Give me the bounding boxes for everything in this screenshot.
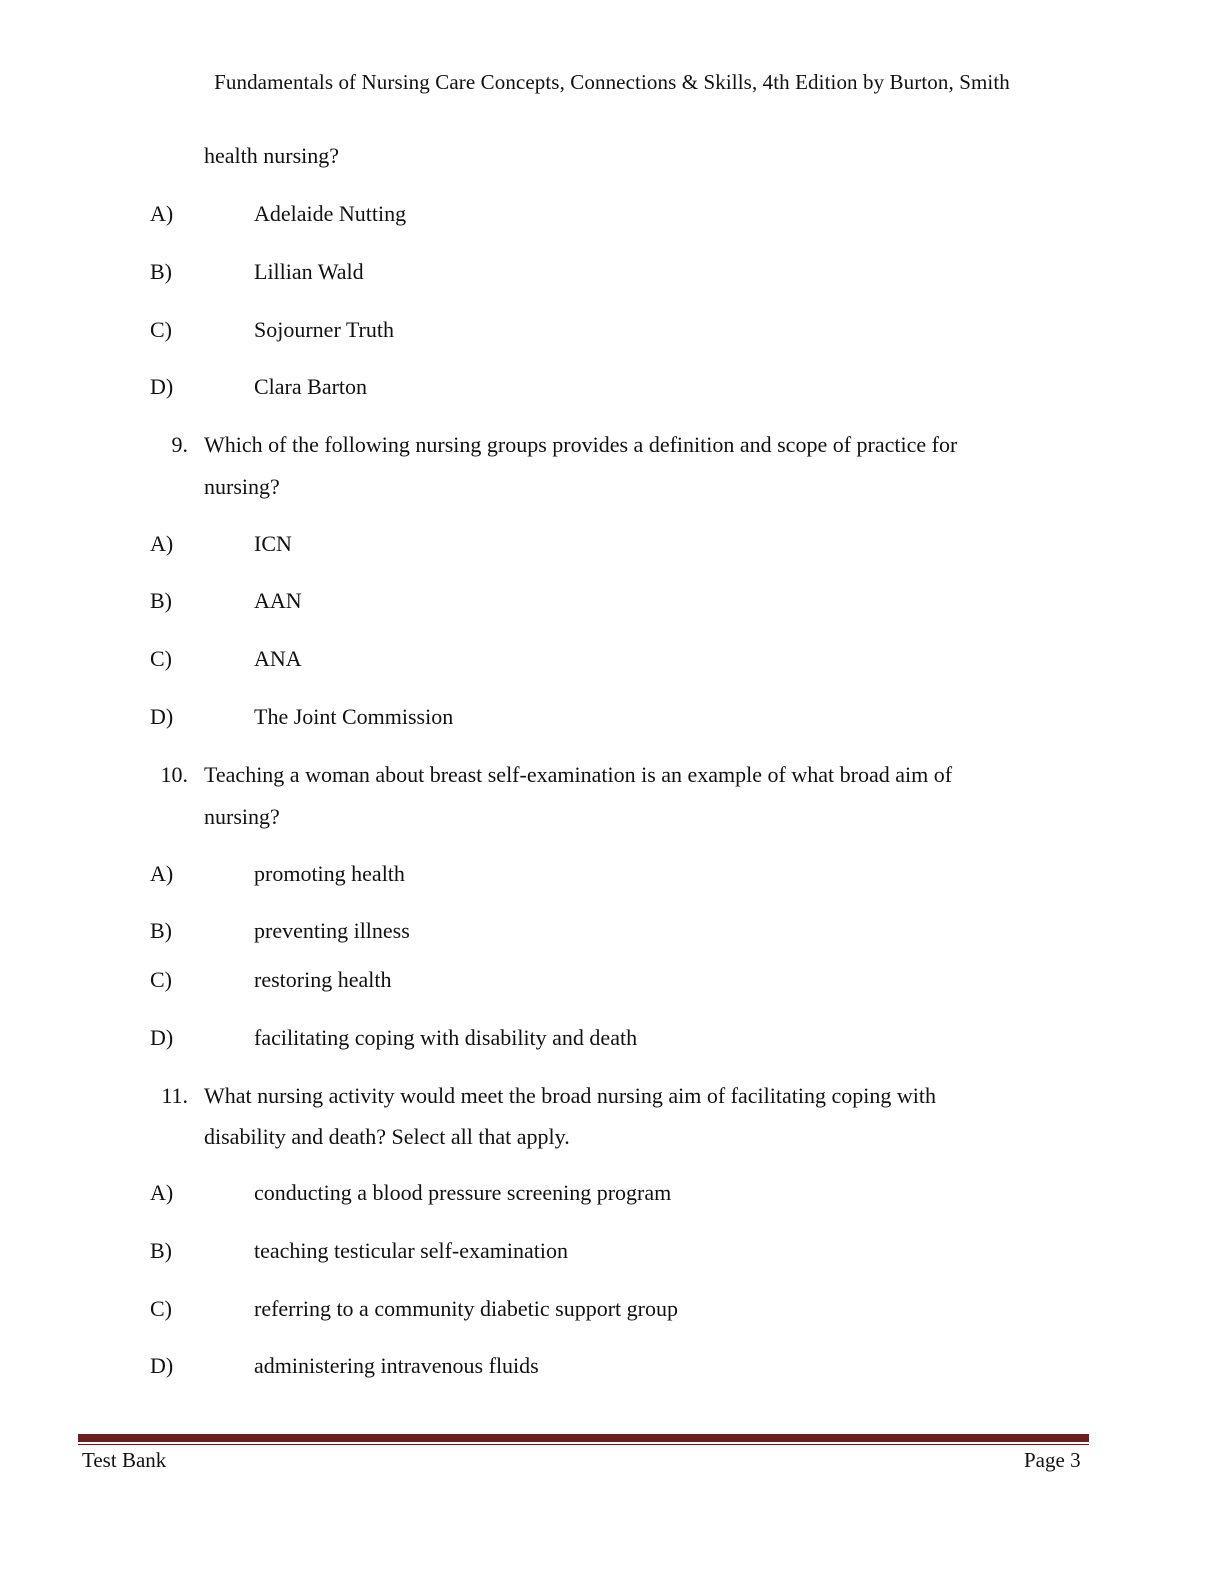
option-text: referring to a community diabetic support group	[254, 1296, 678, 1321]
option-text: conducting a blood pressure screening program	[254, 1180, 672, 1205]
option-text: AAN	[254, 588, 302, 613]
question-text: nursing?	[204, 474, 280, 499]
question-text: disability and death? Select all that apply.	[204, 1124, 570, 1149]
option-letter: D)	[150, 374, 174, 399]
option-letter: C)	[150, 967, 172, 992]
option-text: promoting health	[254, 861, 405, 886]
option-text: ICN	[254, 531, 292, 556]
option-letter: C)	[150, 317, 172, 342]
option-letter: B)	[150, 588, 172, 613]
option-letter: C)	[150, 646, 172, 671]
footer-divider	[78, 1434, 1089, 1442]
page-header: Fundamentals of Nursing Care Concepts, Connections & Skills, 4th Edition by Burton, Smith	[214, 70, 1010, 94]
option-text: Adelaide Nutting	[254, 201, 407, 226]
page-number: Page 3	[1024, 1448, 1081, 1472]
question-text: Teaching a woman about breast self-examination is an example of what broad aim of	[204, 762, 953, 787]
question-text: What nursing activity would meet the broad nursing aim of facilitating coping with	[204, 1083, 936, 1108]
option-letter: B)	[150, 918, 172, 943]
option-letter: B)	[150, 259, 172, 284]
question-number: 9.	[171, 432, 188, 457]
option-letter: A)	[150, 1180, 174, 1205]
footer-label: Test Bank	[82, 1448, 167, 1472]
footer-divider-thin	[78, 1444, 1089, 1445]
option-text: restoring health	[254, 967, 392, 992]
option-text: Sojourner Truth	[254, 317, 394, 342]
option-letter: D)	[150, 704, 174, 729]
option-text: preventing illness	[254, 918, 410, 943]
question-number: 11.	[161, 1083, 188, 1108]
option-text: ANA	[254, 646, 302, 671]
option-text: teaching testicular self-examination	[254, 1238, 568, 1263]
option-text: Clara Barton	[254, 374, 368, 399]
option-letter: A)	[150, 531, 174, 556]
option-letter: A)	[150, 201, 174, 226]
option-letter: A)	[150, 861, 174, 886]
question-continuation: health nursing?	[204, 143, 340, 168]
option-letter: D)	[150, 1353, 174, 1378]
option-text: facilitating coping with disability and death	[254, 1025, 638, 1050]
option-text: Lillian Wald	[254, 259, 364, 284]
question-text: Which of the following nursing groups provides a definition and scope of practice for	[204, 432, 958, 457]
question-text: nursing?	[204, 804, 280, 829]
option-letter: B)	[150, 1238, 172, 1263]
option-text: The Joint Commission	[254, 704, 454, 729]
option-letter: D)	[150, 1025, 174, 1050]
question-number: 10.	[160, 762, 188, 787]
option-text: administering intravenous fluids	[254, 1353, 539, 1378]
option-letter: C)	[150, 1296, 172, 1321]
